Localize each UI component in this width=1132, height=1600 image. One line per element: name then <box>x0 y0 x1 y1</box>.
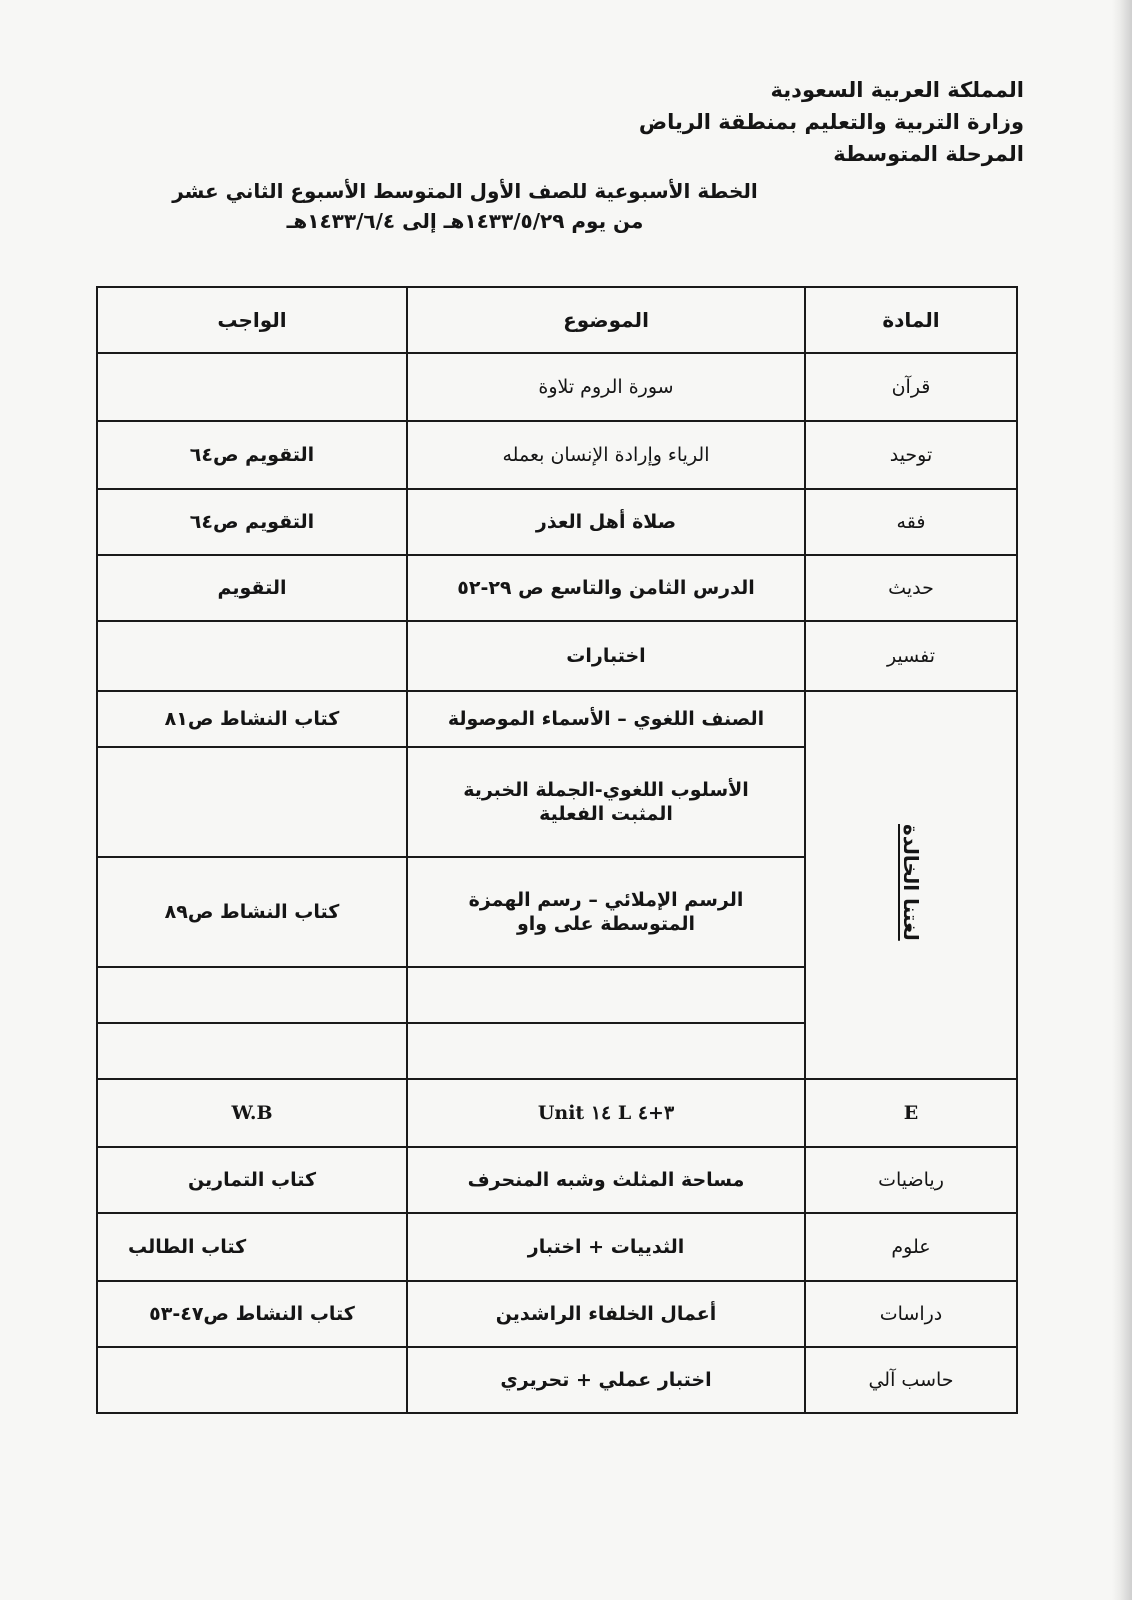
homework-cell: كتاب النشاط ص٨٩ <box>97 857 407 967</box>
topic-line: المتوسطة على واو <box>516 913 696 935</box>
topic-line: المثبت الفعلية <box>539 803 673 825</box>
header-kingdom: المملكة العربية السعودية <box>770 78 1024 102</box>
subject-cell: رياضيات <box>805 1147 1017 1213</box>
homework-cell <box>97 747 407 857</box>
subject-cell: علوم <box>805 1213 1017 1281</box>
topic-cell: الثدييات + اختبار <box>407 1213 805 1281</box>
subject-cell: حاسب آلي <box>805 1347 1017 1413</box>
weekly-plan-table <box>96 286 1018 1414</box>
topic-line: الأسلوب اللغوي-الجملة الخبرية <box>463 779 749 801</box>
topic-cell: مساحة المثلث وشبه المنحرف <box>407 1147 805 1213</box>
subject-cell: تفسير <box>805 621 1017 691</box>
table-row <box>97 621 1017 691</box>
table-row <box>97 1213 1017 1281</box>
topic-cell <box>407 857 805 967</box>
homework-cell: التقويم ص٦٤ <box>97 489 407 555</box>
table-row <box>97 1347 1017 1413</box>
homework-cell: كتاب النشاط ص٨١ <box>97 691 407 747</box>
homework-cell <box>97 1023 407 1079</box>
homework-cell <box>97 1347 407 1413</box>
homework-cell: كتاب النشاط ص٤٧-٥٣ <box>97 1281 407 1347</box>
document-header <box>639 74 1024 170</box>
header-ministry: وزارة التربية والتعليم بمنطقة الرياض <box>638 110 1024 134</box>
table-row <box>97 1079 1017 1147</box>
homework-cell <box>97 621 407 691</box>
header-stage: المرحلة المتوسطة <box>833 142 1024 166</box>
homework-cell: W.B <box>97 1079 407 1147</box>
homework-cell: كتاب التمارين <box>97 1147 407 1213</box>
table-row <box>97 489 1017 555</box>
topic-cell <box>407 1023 805 1079</box>
subject-cell-arabic <box>805 691 1017 1079</box>
topic-cell: اختبار عملي + تحريري <box>407 1347 805 1413</box>
homework-cell: التقويم <box>97 555 407 621</box>
homework-cell: التقويم ص٦٤ <box>97 421 407 489</box>
topic-cell: أعمال الخلفاء الراشدين <box>407 1281 805 1347</box>
subject-cell: E <box>805 1079 1017 1147</box>
topic-line: الرسم الإملائي – رسم الهمزة <box>468 889 744 911</box>
subject-cell: فقه <box>805 489 1017 555</box>
topic-cell: اختبارات <box>407 621 805 691</box>
topic-cell: صلاة أهل العذر <box>407 489 805 555</box>
homework-cell <box>97 353 407 421</box>
homework-cell: كتاب الطالب <box>97 1213 407 1281</box>
table-row <box>97 691 1017 747</box>
topic-cell: الرياء وإرادة الإنسان بعمله <box>407 421 805 489</box>
topic-cell: الدرس الثامن والتاسع ص ٢٩-٥٢ <box>407 555 805 621</box>
table-row <box>97 421 1017 489</box>
plan-title <box>150 176 780 236</box>
table-row <box>97 555 1017 621</box>
scan-edge-shadow <box>1112 0 1132 1600</box>
topic-cell <box>407 967 805 1023</box>
subject-cell: حديث <box>805 555 1017 621</box>
topic-cell: Unit ١٤ L ٣+٤ <box>407 1079 805 1147</box>
subject-cell: توحيد <box>805 421 1017 489</box>
arabic-subject-label: لغتنا الخالدة <box>899 823 923 941</box>
table-row <box>97 353 1017 421</box>
header-homework: الواجب <box>97 287 407 353</box>
header-subject: المادة <box>805 287 1017 353</box>
subject-cell: قرآن <box>805 353 1017 421</box>
plan-date-range: من يوم ١٤٣٣/٥/٢٩هـ إلى ١٤٣٣/٦/٤هـ <box>286 209 644 233</box>
table-row <box>97 1281 1017 1347</box>
header-topic: الموضوع <box>407 287 805 353</box>
topic-cell <box>407 747 805 857</box>
topic-cell: سورة الروم تلاوة <box>407 353 805 421</box>
plan-title-line1: الخطة الأسبوعية للصف الأول المتوسط الأسبوع الثاني عشر <box>172 179 758 203</box>
table-header-row <box>97 287 1017 353</box>
subject-cell: دراسات <box>805 1281 1017 1347</box>
homework-cell <box>97 967 407 1023</box>
topic-cell: الصنف اللغوي – الأسماء الموصولة <box>407 691 805 747</box>
table-row <box>97 1147 1017 1213</box>
